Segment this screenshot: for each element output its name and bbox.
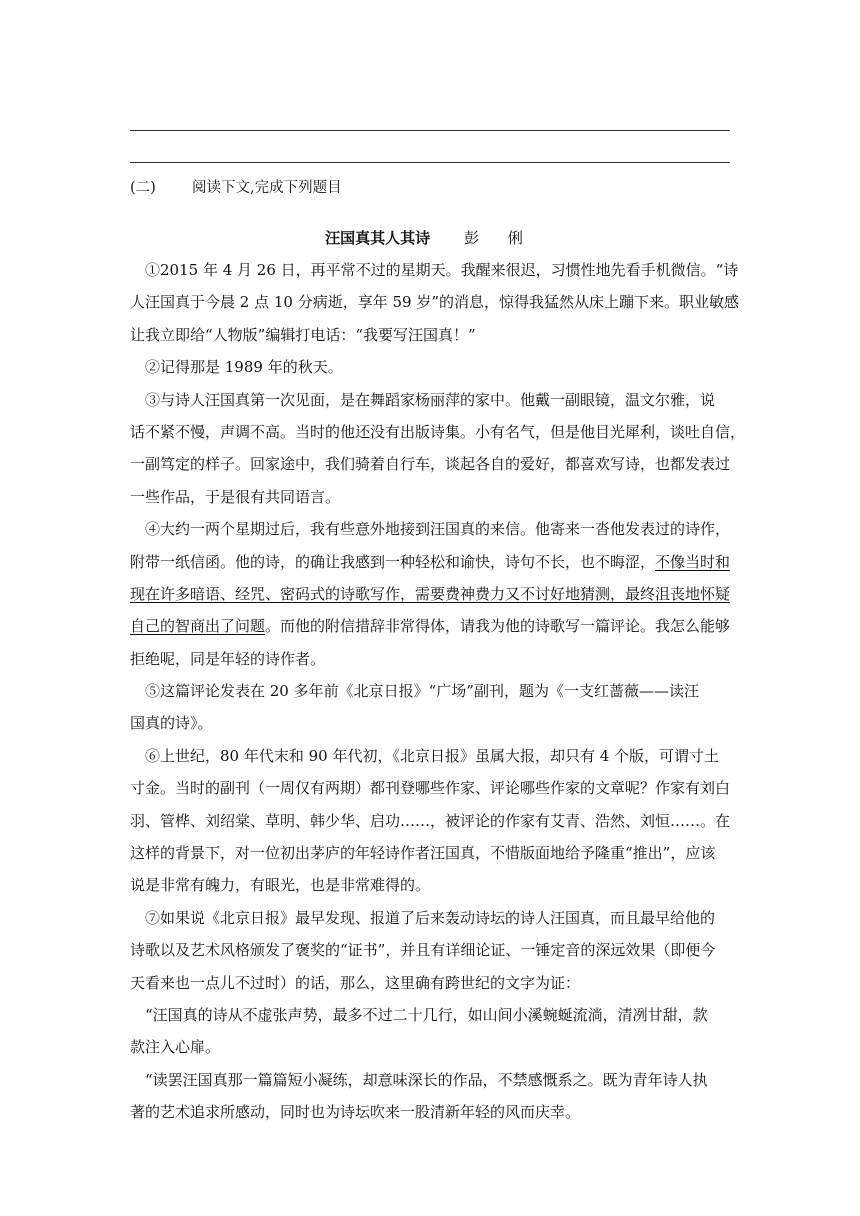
line-text: 话不紧不慢，声调不高。当时的他还没有出版诗集。小有名气，但是他目光犀利，谈吐自信， (130, 422, 746, 441)
answer-line (130, 130, 730, 131)
line-text: 国真的诗》。 (130, 714, 213, 733)
article-title-line (130, 226, 730, 250)
underlined-passage: 不像当时和 (655, 552, 731, 571)
line-text: 这样的背景下，对一位初出茅庐的年轻诗作者汪国真，不惜版面地给予隆重“推出”，应该 (130, 844, 716, 863)
line-text: 附带一纸信函。他的诗，的确让我感到一种轻松和谕快，诗句不长，也不晦涩， (130, 552, 656, 571)
article-line (130, 258, 739, 290)
line-text: ⑦如果说《北京日报》最早发现、报道了后来轰动诗坛的诗人汪国真，而且最早给他的 (145, 908, 716, 927)
article-line (130, 776, 730, 808)
article-line (130, 517, 730, 549)
article-line (130, 323, 730, 355)
article-line (130, 355, 730, 387)
article-body (130, 258, 746, 1133)
article-line (130, 744, 730, 776)
line-text: 诗歌以及艺术风格颁发了褒奖的“证书”，并且有详细论证、一锤定音的深远效果（即便今 (130, 941, 716, 960)
article-line (130, 452, 730, 484)
article-line (130, 290, 739, 322)
line-text: 一副笃定的样子。回家途中，我们骑着自行车，谈起各自的爱好，都喜欢写诗，也都发表过 (130, 455, 731, 474)
line-text: ②记得那是 1989 年的秋天。 (145, 358, 343, 377)
article-line (130, 1100, 730, 1132)
article-line (130, 938, 730, 970)
line-text: 让我立即给“人物版”编辑打电话：“我要写汪国真！” (130, 325, 476, 344)
section-number: (二) (130, 180, 156, 196)
article-title: 汪国真其人其诗 (325, 229, 431, 247)
article-line (130, 711, 730, 743)
line-text: ⑤这篇评论发表在 20 多年前《北京日报》“广场”副刊，题为《一支红蔷薇——读汪 (145, 682, 699, 701)
section-instruction: 阅读下文,完成下列题目 (192, 180, 342, 196)
article-line (130, 1068, 730, 1100)
article-line (130, 582, 730, 614)
line-text: 寸金。当时的副刊（一周仅有两期）都刊登哪些作家、评论哪些作家的文章呢？作家有刘白 (130, 779, 731, 798)
article-line (130, 647, 730, 679)
article-line (130, 906, 730, 938)
line-text: 说是非常有魄力，有眼光，也是非常难得的。 (130, 876, 431, 895)
line-text: 人汪国真于今晨 2 点 10 分病逝，享年 59 岁”的消息，惊得我猛然从床上蹦下来。职业敏感 (130, 293, 739, 312)
line-text: 天看来也一点儿不过时）的话，那么，这里确有跨世纪的文字为证： (130, 973, 581, 992)
article-line (130, 679, 730, 711)
article-line (130, 614, 730, 646)
line-text: ④大约一两个星期过后，我有些意外地接到汪国真的来信。他寄来一沓他发表过的诗作， (145, 520, 731, 539)
underlined-passage: 现在许多暗语、经咒、密码式的诗歌写作，需要费神费力又不讨好地猜测，最终沮丧地怀疑 (130, 584, 731, 603)
section-heading (130, 176, 730, 200)
line-text: “读罢汪国真那一篇篇短小凝练，却意味深长的作品，不禁感慨系之。既为青年诗人执 (145, 1070, 708, 1089)
line-text: 款注入心扉。 (130, 1038, 221, 1057)
line-text: ③与诗人汪国真第一次见面，是在舞蹈家杨丽萍的家中。他戴一副眼镜，温文尔雅，说 (145, 390, 716, 409)
article-line (130, 485, 730, 517)
article-line (130, 809, 730, 841)
line-text: ①2015 年 4 月 26 日，再平常不过的星期天。我醒来很迟，习惯性地先看手机微信。“诗 (145, 261, 739, 279)
line-text: 一些作品，于是很有共同语言。 (130, 487, 341, 506)
answer-line (130, 162, 730, 163)
line-text: 著的艺术追求所感动，同时也为诗坛吹来一股清新年轻的风而庆幸。 (130, 1103, 581, 1122)
article-author: 彭 俐 (464, 229, 535, 247)
line-text: 羽、管桦、刘绍棠、草明、韩少华、启功……，被评论的作家有艾青、浩然、刘恒……。在 (130, 811, 731, 830)
article-line (130, 420, 746, 452)
line-text: 。而他的附信措辞非常得体，请我为他的诗歌写一篇评论。我怎么能够 (265, 617, 731, 636)
article-line (130, 1003, 730, 1035)
line-text: 拒绝呢，同是年轻的诗作者。 (130, 649, 326, 668)
line-text: ⑥上世纪，80 年代末和 90 年代初，《北京日报》虽属大报，却只有 4 个版，可谓寸土 (145, 746, 720, 765)
line-text: “汪国真的诗从不虚张声势，最多不过二十几行，如山间小溪蜿蜒流淌，清冽甘甜，款 (145, 1005, 708, 1024)
article-line (130, 841, 730, 873)
article-line (130, 388, 730, 420)
article-line (130, 873, 730, 905)
article-line (130, 971, 730, 1003)
underlined-passage: 自己的智商出了问题 (130, 617, 266, 636)
article-line (130, 550, 730, 582)
article-line (130, 1035, 730, 1067)
